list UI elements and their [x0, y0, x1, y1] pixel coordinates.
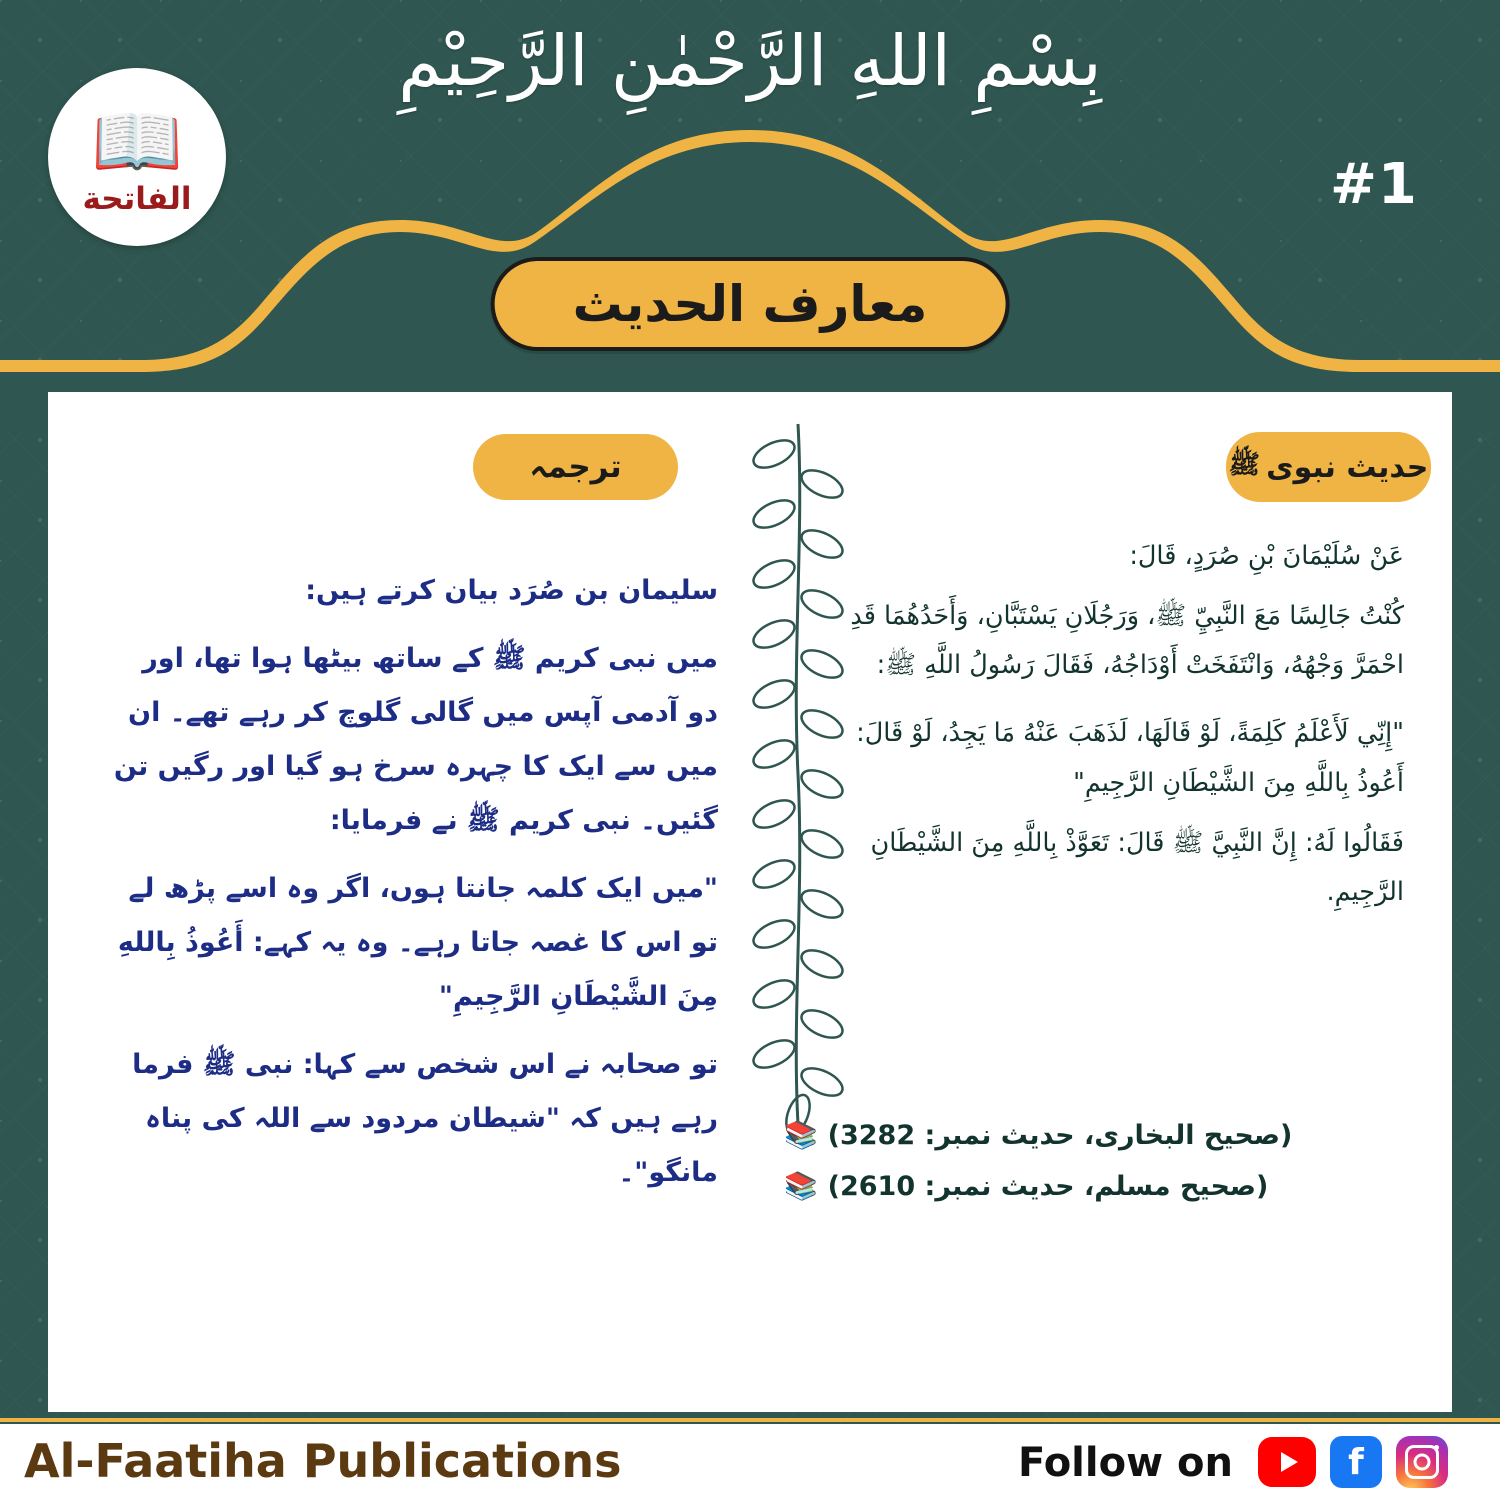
brand-name: Al-Faatiha Publications — [24, 1434, 622, 1488]
page-title: معارف الحديث — [491, 257, 1010, 351]
issue-number: #1 — [1330, 152, 1418, 217]
arabic-line: عَنْ سُلَيْمَانَ بْنِ صُرَدٍ، قَالَ: — [1129, 541, 1404, 571]
books-icon: 📚 — [784, 1171, 818, 1203]
reference-list — [784, 1110, 1404, 1213]
reference-text: (صحیح مسلم، حدیث نمبر: 2610) — [827, 1171, 1269, 1203]
logo-label: الفاتحة — [82, 181, 192, 217]
hadith-label-text: حدیث نبوی — [1266, 449, 1429, 485]
reference-item — [784, 1110, 1404, 1161]
facebook-icon[interactable] — [1330, 1436, 1382, 1488]
urdu-line: تو صحابہ نے اس شخص سے کہا: نبی ﷺ فرما رہے ہیں کہ "شیطان مردود سے اللہ کی پناہ مانگو"۔ — [132, 1049, 718, 1188]
arabic-hadith-text — [804, 532, 1404, 928]
open-quran-book-icon: 📖 — [90, 99, 184, 185]
reference-text: (صحیح البخاری، حدیث نمبر: 3282) — [827, 1120, 1293, 1151]
social-links — [1258, 1436, 1448, 1488]
play-triangle-icon — [1281, 1452, 1298, 1472]
urdu-line: میں نبی کریم ﷺ کے ساتھ بیٹھا ہوا تھا، اور دو آدمی آپس میں گالی گلوچ کر رہے تھے۔ ان میں سے ایک کا چہرہ سرخ ہو گیا اور رگیں تن گئیں۔ نبی کریم ﷺ نے فرمایا: — [113, 643, 718, 836]
arabic-line: "إِنِّي لَأَعْلَمُ كَلِمَةً، لَوْ قَالَهَا، لَذَهَبَ عَنْهُ مَا يَجِدُ، لَوْ قَالَ: أَعُوذُ بِاللَّهِ مِنَ الشَّيْطَانِ الرَّجِيمِ" — [856, 718, 1404, 798]
footer-divider — [0, 1418, 1500, 1422]
brand-logo — [48, 68, 226, 246]
follow-label: Follow on — [1018, 1440, 1233, 1486]
instagram-dot-glyph — [1434, 1445, 1439, 1450]
bismillah-calligraphy: بِسْمِ اللهِ الرَّحْمٰنِ الرَّحِيْمِ — [398, 20, 1102, 102]
arabic-line: فَقَالُوا لَهُ: إِنَّ النَّبِيَّ ﷺ قَالَ: تَعَوَّذْ بِاللَّهِ مِنَ الشَّيْطَانِ الرَّجِيمِ. — [870, 827, 1404, 908]
content-card — [48, 392, 1452, 1412]
salawat-icon: ﷺ — [1228, 450, 1261, 480]
instagram-icon[interactable] — [1396, 1436, 1448, 1488]
reference-item — [784, 1161, 1404, 1212]
instagram-camera-glyph — [1405, 1445, 1439, 1479]
books-icon: 📚 — [784, 1120, 818, 1151]
youtube-icon[interactable] — [1258, 1437, 1316, 1487]
facebook-glyph: f — [1348, 1441, 1364, 1483]
arabic-line: كُنْتُ جَالِسًا مَعَ النَّبِيِّ ﷺ، وَرَجُلَانِ يَسْتَبَّانِ، وَأَحَدُهُمَا قَدِ احْمَرَّ وَجْهُهُ، وَانْتَفَخَتْ أَوْدَاجُهُ، فَقَالَ رَسُولُ اللَّهِ ﷺ: — [850, 600, 1404, 681]
hadith-label — [1226, 432, 1431, 502]
urdu-line: "میں ایک کلمہ جانتا ہوں، اگر وہ اسے پڑھ لے تو اس کا غصہ جاتا رہے۔ وہ یہ کہے: أَعُوذُ بِاللهِ مِنَ الشَّيْطَانِ الرَّجِيمِ" — [117, 873, 718, 1012]
urdu-translation-text — [108, 564, 718, 1214]
urdu-line: سلیمان بن صُرَد بیان کرتے ہیں: — [305, 575, 718, 606]
translation-label: ترجمہ — [473, 434, 678, 500]
